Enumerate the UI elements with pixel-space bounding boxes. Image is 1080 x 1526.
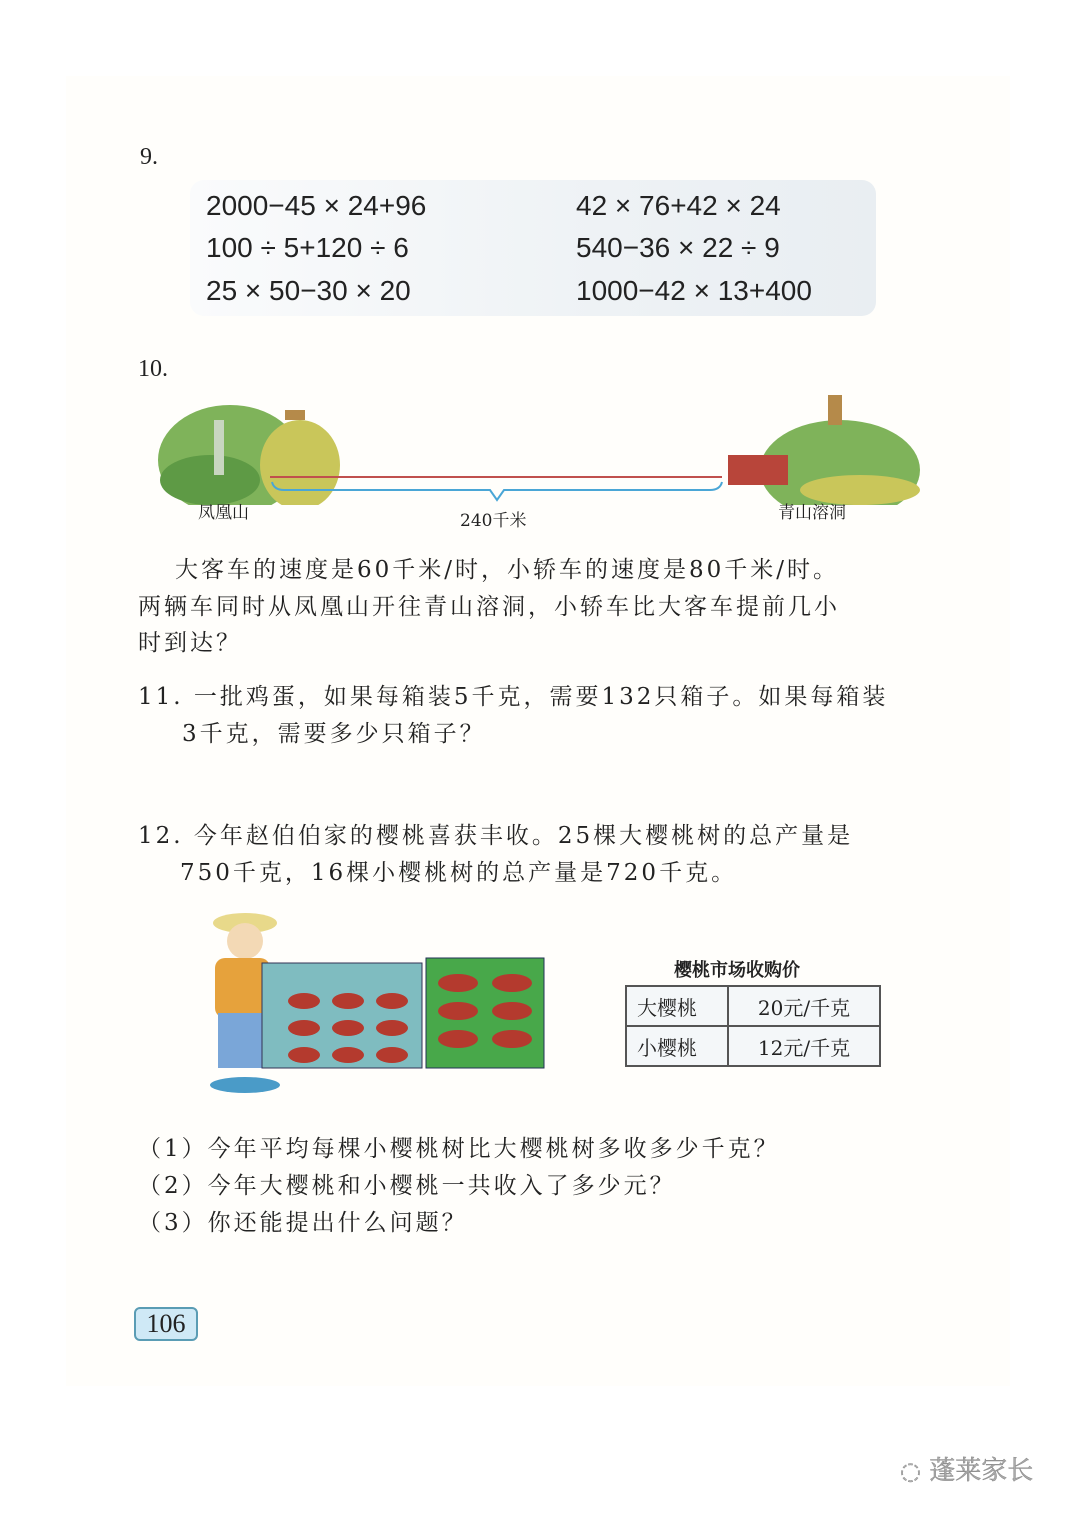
start-location-label: 凤凰山 [198, 503, 249, 523]
expression: 100 ÷ 5+120 ÷ 6 [206, 232, 409, 263]
wechat-icon: ◌ [900, 1457, 921, 1485]
watermark [900, 1450, 1033, 1487]
page-number: 106 [134, 1307, 198, 1341]
price-table-title: 樱桃市场收购价 [674, 960, 800, 981]
sub-question: （2）今年大樱桃和小樱桃一共收入了多少元？ [138, 1173, 676, 1199]
sub-question: （1）今年平均每棵小樱桃树比大樱桃树多收多少千克？ [138, 1136, 780, 1162]
end-location-label: 青山溶洞 [778, 503, 846, 523]
question-9-number: 9. [140, 144, 158, 170]
table-row [626, 1026, 880, 1066]
q11-text-line: 3千克，需要多少只箱子？ [182, 721, 486, 747]
table-cell: 20元/千克 [728, 986, 880, 1026]
cave-mountain-icon [728, 395, 920, 505]
distance-label: 240千米 [460, 511, 527, 531]
q12-text-line: 12. 今年赵伯伯家的樱桃喜获丰收。25棵大樱桃树的总产量是 [138, 823, 854, 849]
expression: 25 × 50−30 × 20 [206, 275, 411, 306]
q10-text-line: 时到达？ [138, 630, 242, 656]
table-cell: 大樱桃 [626, 986, 728, 1026]
question-10-number: 10. [138, 356, 168, 382]
q10-text-line: 两辆车同时从凤凰山开往青山溶洞，小轿车比大客车提前几小 [138, 594, 840, 620]
sub-question: （3）你还能提出什么问题？ [138, 1210, 468, 1236]
expression: 1000−42 × 13+400 [576, 275, 812, 306]
price-table [625, 985, 881, 1067]
expression: 540−36 × 22 ÷ 9 [576, 232, 780, 263]
q12-text-line: 750千克，16棵小樱桃树的总产量是720千克。 [180, 860, 738, 886]
farmer-with-cherry-boxes-illustration [200, 903, 550, 1103]
q10-text-line: 大客车的速度是60千米/时，小轿车的速度是80千米/时。 [175, 557, 840, 583]
route-illustration [150, 390, 920, 505]
expression: 42 × 76+42 × 24 [576, 190, 781, 221]
watermark-text: 蓬莱家长 [929, 1456, 1034, 1486]
table-row [626, 986, 880, 1026]
table-cell: 小樱桃 [626, 1026, 728, 1066]
table-cell: 12元/千克 [728, 1026, 880, 1066]
expression: 2000−45 × 24+96 [206, 190, 427, 221]
q11-text-line: 11. 一批鸡蛋，如果每箱装5千克，需要132只箱子。如果每箱装 [138, 684, 889, 710]
